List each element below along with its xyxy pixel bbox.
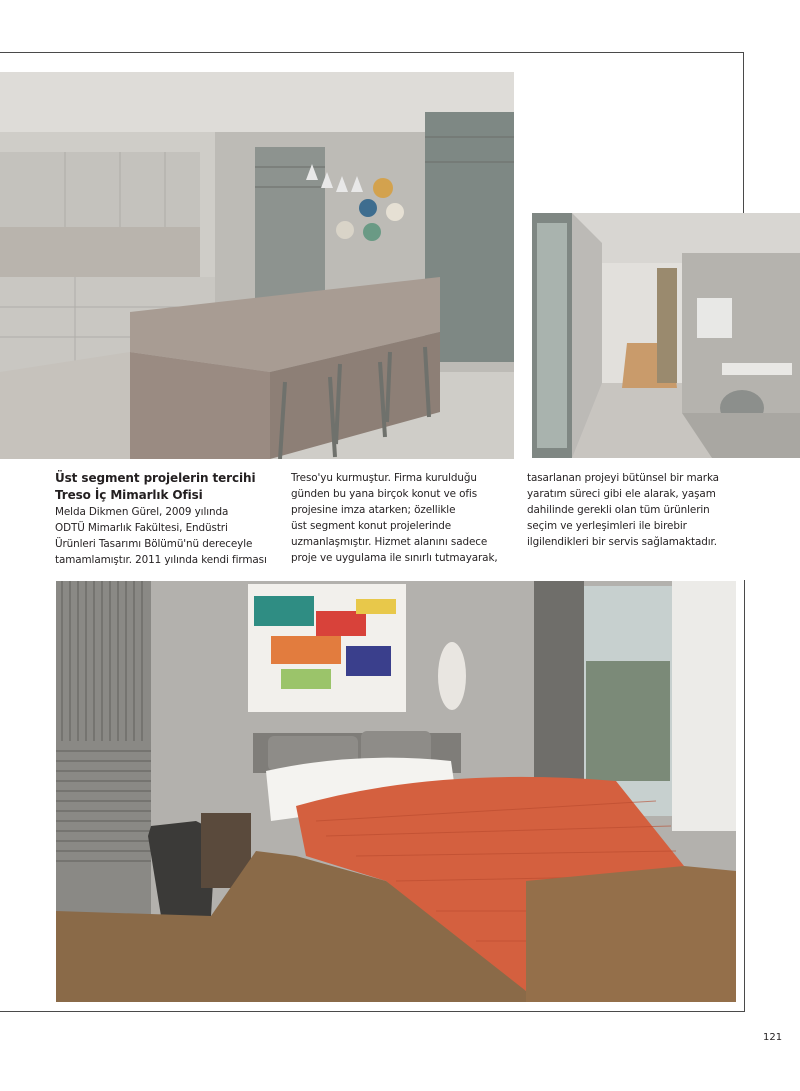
body-line: ODTÜ Mimarlık Fakültesi, Endüstri: [55, 522, 228, 534]
corridor-photo: [532, 213, 800, 458]
body-line: seçim ve yerleşimleri ile birebir: [527, 520, 687, 532]
body-line: tamamlamıştır. 2011 yılında kendi firması: [55, 554, 267, 566]
body-line: Melda Dikmen Gürel, 2009 yılında: [55, 506, 229, 518]
text-column-2: [291, 470, 516, 566]
body-line: üst segment konut projelerinde: [291, 520, 452, 532]
body-line: proje ve uygulama ile sınırlı tutmayarak,: [291, 552, 498, 564]
body-line: yaratım süreci gibi ele alarak, yaşam: [527, 488, 716, 500]
body-line: günden bu yana birçok konut ve ofis: [291, 488, 478, 500]
article-heading-line-1: Üst segment projelerin tercihi: [55, 471, 256, 485]
frame-line-bottom: [0, 1011, 745, 1012]
kitchen-photo: [0, 72, 514, 459]
text-column-3: [527, 470, 752, 550]
frame-line-right-lower: [744, 580, 745, 1012]
body-line: Ürünleri Tasarımı Bölümü'nü dereceyle: [55, 538, 253, 550]
frame-line-top: [0, 52, 744, 53]
article-heading-line-2: Treso İç Mimarlık Ofisi: [55, 488, 203, 502]
text-column-1: [55, 470, 280, 568]
body-line: uzmanlaşmıştır. Hizmet alanını sadece: [291, 536, 488, 548]
bedroom-photo: [56, 581, 736, 1002]
body-line: Treso'yu kurmuştur. Firma kurulduğu: [291, 472, 477, 484]
body-line: dahilinde gerekli olan tüm ürünlerin: [527, 504, 710, 516]
page-number: 121: [763, 1032, 783, 1043]
body-line: tasarlanan projeyi bütünsel bir marka: [527, 472, 719, 484]
frame-line-right: [743, 52, 744, 214]
body-line: ilgilendikleri bir servis sağlamaktadır.: [527, 536, 717, 548]
body-line: projesine imza atarken; özellikle: [291, 504, 456, 516]
